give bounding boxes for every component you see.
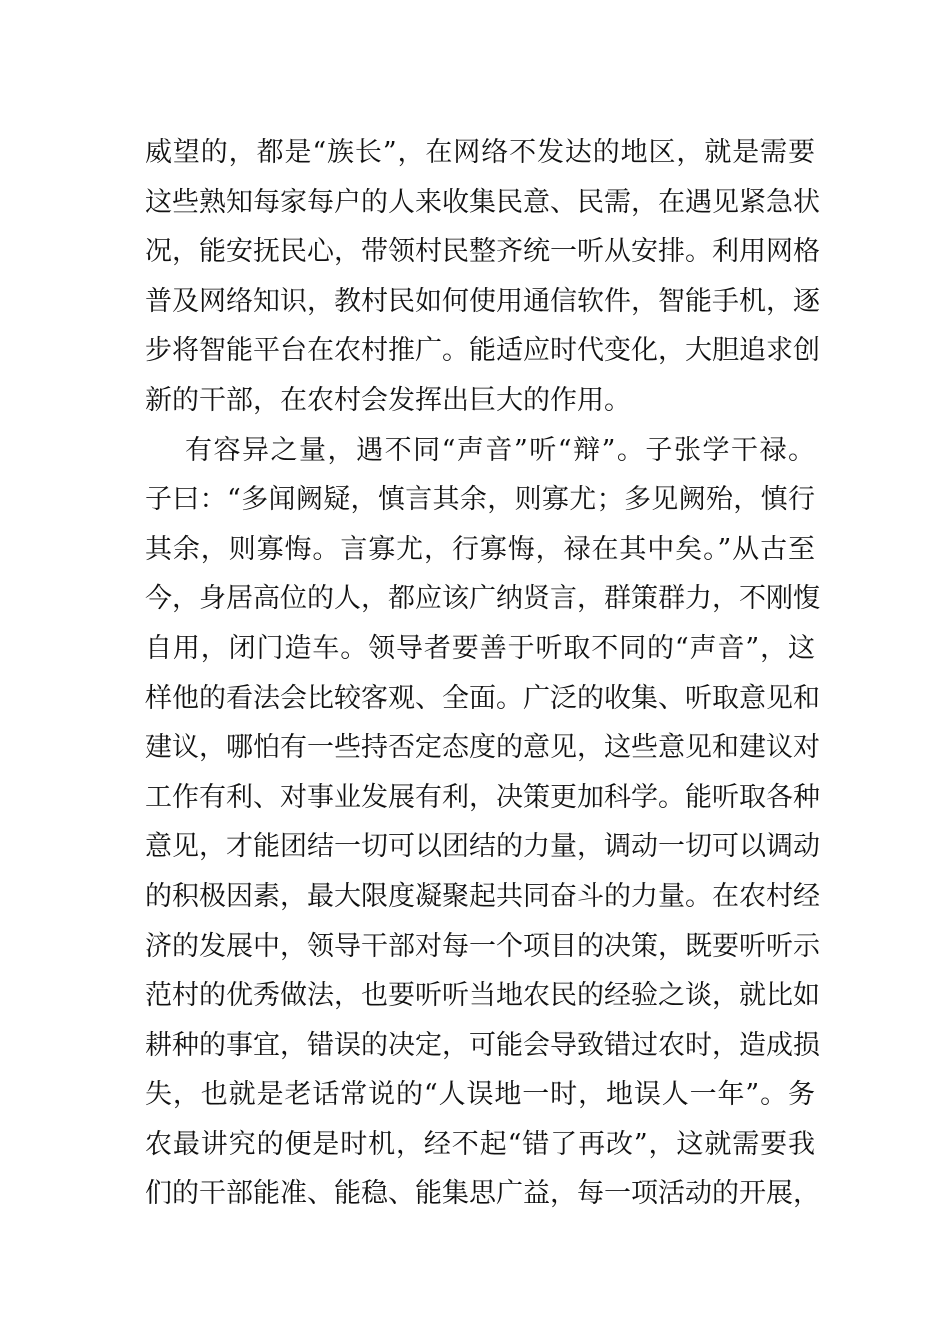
- text-line: 步将智能平台在农村推广。能适应时代变化，大胆追求创: [145, 335, 820, 367]
- text-line: 耕种的事宜，错误的决定，可能会导致错过农时，造成损: [145, 1029, 820, 1061]
- text-line: 这些熟知每家每户的人来收集民意、民需，在遇见紧急状: [145, 186, 820, 218]
- text-line: 农最讲究的便是时机，经不起“错了再改”，这就需要我: [145, 1128, 815, 1160]
- paragraph-1: [145, 128, 820, 426]
- text-line: 范村的优秀做法，也要听听当地农民的经验之谈，就比如: [145, 980, 820, 1012]
- document-body: [145, 128, 820, 1219]
- text-line: 普及网络知识，教村民如何使用通信软件，智能手机，逐: [145, 285, 820, 317]
- text-line: 样他的看法会比较客观、全面。广泛的收集、听取意见和: [145, 682, 820, 714]
- text-line: 有容异之量，遇不同“声音”听“辩”。子张学干禄。: [185, 434, 815, 466]
- text-line: 建议，哪怕有一些持否定态度的意见，这些意见和建议对: [145, 732, 820, 764]
- text-line: 新的干部，在农村会发挥出巨大的作用。: [145, 384, 631, 416]
- text-line: 意见，才能团结一切可以团结的力量，调动一切可以调动: [145, 831, 820, 863]
- text-line: 其余，则寡悔。言寡尤，行寡悔，禄在其中矣。”从古至: [145, 533, 815, 565]
- text-line: 子曰：“多闻阙疑，慎言其余，则寡尤；多见阙殆，慎行: [145, 484, 815, 516]
- text-line: 们的干部能准、能稳、能集思广益，每一项活动的开展，: [145, 1178, 820, 1210]
- text-line: 的积极因素，最大限度凝聚起共同奋斗的力量。在农村经: [145, 880, 820, 912]
- paragraph-2: [145, 426, 820, 1220]
- text-line: 失，也就是老话常说的“人误地一时，地误人一年”。务: [145, 1079, 815, 1111]
- text-line: 济的发展中，领导干部对每一个项目的决策，既要听听示: [145, 930, 820, 962]
- text-line: 威望的，都是“族长”，在网络不发达的地区，就是需要: [145, 137, 815, 168]
- text-line: 自用，闭门造车。领导者要善于听取不同的“声音”，这: [145, 632, 815, 664]
- text-line: 况，能安抚民心，带领村民整齐统一听从安排。利用网格: [145, 236, 820, 268]
- text-line: 工作有利、对事业发展有利，决策更加科学。能听取各种: [145, 781, 820, 813]
- text-line: 今，身居高位的人，都应该广纳贤言，群策群力，不刚愎: [145, 583, 820, 615]
